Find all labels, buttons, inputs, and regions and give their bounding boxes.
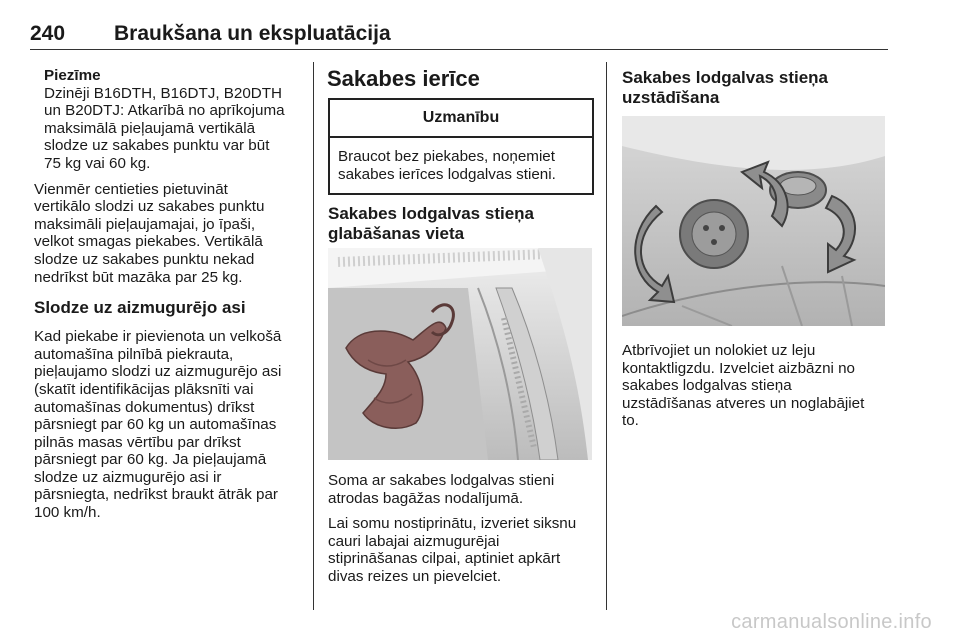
text-line: pārsniegta, nedrīkst braukt ātrāk par — [34, 486, 278, 504]
text-line: sakabes lodgalvas stieņa — [622, 377, 792, 395]
text-line: (skatīt identifikācijas plāksnīti vai — [34, 380, 254, 398]
heading-line: Sakabes lodgalvas stieņa — [328, 204, 534, 223]
heading-rear-axle-load: Slodze uz aizmugurējo asi — [34, 298, 246, 318]
note-title: Piezīme — [44, 67, 101, 84]
text-line: to. — [622, 412, 639, 430]
note-line: Dzinēji B16DTH, B16DTJ, B20DTH — [44, 84, 283, 102]
text-line: pārsniegt par 60 kg un automašīnas — [34, 416, 277, 434]
text-line: 100 km/h. — [34, 504, 101, 522]
column-3-text — [622, 342, 890, 430]
text-line: Vienmēr centieties pietuvināt — [34, 180, 228, 198]
caution-title: Uzmanību — [330, 100, 592, 138]
text-line: Kad piekabe ir pievienota un velkošā — [34, 328, 282, 346]
heading-line: glabāšanas vieta — [328, 224, 465, 243]
caution-body — [330, 138, 592, 193]
paragraph-installation — [622, 342, 890, 430]
text-line: kontaktligzdu. Izvelciet aizbāzni no — [622, 359, 856, 377]
text-line: cauri labajai aizmugurējai — [328, 532, 500, 550]
paragraph-vertical-load — [34, 181, 302, 287]
watermark: carmanualsonline.info — [731, 611, 932, 633]
text-line: atrodas bagāžas nodalījumā. — [328, 489, 524, 507]
note-block — [44, 67, 302, 173]
text-line: divas reizes un pievelciet. — [328, 567, 502, 585]
text-line: Lai somu nostiprinātu, izveriet siksnu — [328, 515, 577, 533]
text-line: slodze uz sakabes punktu nekad — [34, 250, 255, 268]
note-line: maksimālā pieļaujamā vertikālā — [44, 119, 256, 137]
illustration-trunk-bag — [328, 248, 592, 460]
page-number: 240 — [30, 22, 66, 45]
text-line: stiprināšanas cilpai, aptiniet apkārt — [328, 550, 561, 568]
illustration-socket-installation — [622, 116, 885, 326]
column-1 — [34, 67, 302, 522]
text-line: pieļaujamo slodzi uz aizmugurējo asi — [34, 363, 282, 381]
heading-installation — [622, 68, 892, 108]
text-line: velkot smagas piekabes. Vertikālā — [34, 233, 263, 251]
caution-box — [328, 98, 594, 195]
paragraph-rear-axle — [34, 328, 302, 522]
column-divider-1 — [313, 62, 314, 610]
heading-line: Sakabes lodgalvas stieņa — [622, 68, 828, 87]
text-line: uzstādīšanas atveres un noglabājiet — [622, 394, 865, 412]
column-2-text — [328, 472, 598, 586]
heading-towing-device: Sakabes ierīce — [327, 66, 480, 91]
text-line: nedrīkst būt mazāka par 25 kg. — [34, 268, 243, 286]
paragraph-bag-location — [328, 472, 598, 507]
text-line: Atbrīvojiet un nolokiet uz leju — [622, 342, 816, 359]
text-line: automašīnas dokumentus) drīkst — [34, 398, 255, 416]
text-line: pilnās masas vērtību par drīkst — [34, 433, 241, 451]
text-line: Soma ar sakabes lodgalvas stieni — [328, 472, 555, 489]
text-line: automašīna pilnībā piekrauta, — [34, 345, 234, 363]
header-rule — [30, 49, 888, 50]
page-title: Braukšana un ekspluatācija — [114, 22, 391, 45]
text-line: vertikālo slodzi uz sakabes punktu — [34, 198, 265, 216]
note-line: un B20DTJ: Atkarībā no aprīkojuma — [44, 102, 285, 120]
note-line: slodze uz sakabes punktu var būt — [44, 137, 270, 155]
text-line: slodze uz aizmugurējo asi ir — [34, 468, 222, 486]
note-line: 75 kg vai 60 kg. — [44, 154, 151, 172]
caution-line: sakabes ierīces lodgalvas stieni. — [338, 165, 556, 183]
heading-storage-location — [328, 204, 598, 244]
heading-line: uzstādīšana — [622, 88, 720, 107]
text-line: pārsniegt par 60 kg. Ja pieļaujamā — [34, 451, 267, 469]
column-divider-2 — [606, 62, 607, 610]
text-line: maksimāli pieļaujamajai, jo īpaši, — [34, 215, 256, 233]
caution-line: Braucot bez piekabes, noņemiet — [338, 148, 555, 165]
paragraph-bag-secure — [328, 515, 598, 585]
